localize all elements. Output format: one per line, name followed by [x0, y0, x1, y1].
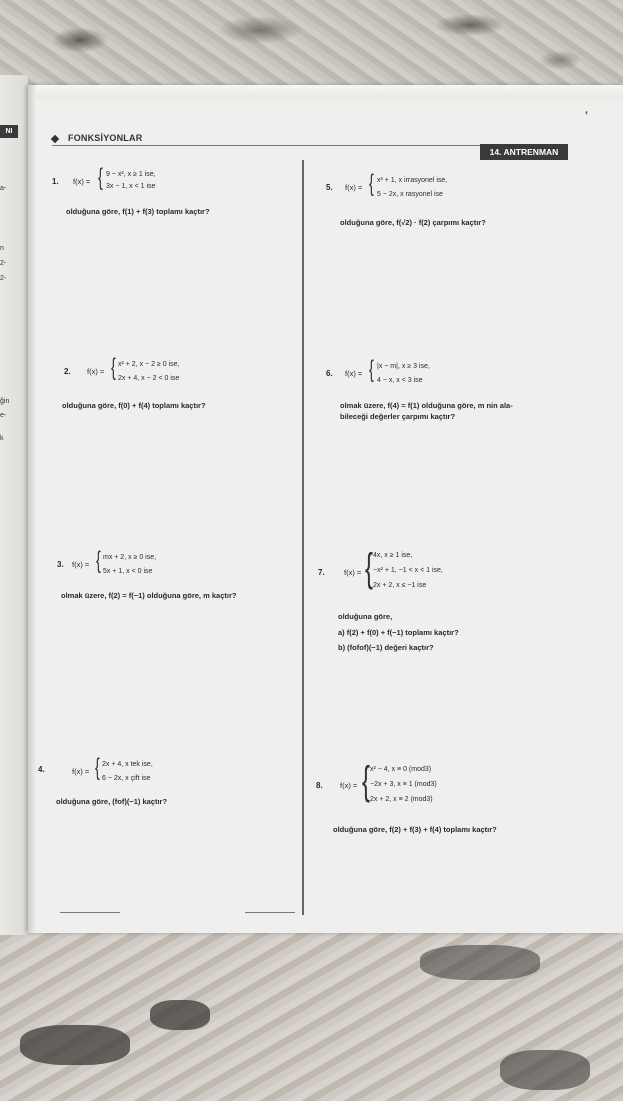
question-number: 4. [38, 765, 45, 774]
question-text: olduğuna göre, (fof)(−1) kaçtır? [56, 797, 168, 806]
case-line: 6 − 2x, x çift ise [102, 775, 151, 782]
brace: { [362, 759, 371, 803]
brace: { [369, 356, 374, 383]
column-divider [302, 160, 304, 915]
case-line: x² + 1, x irrasyonel ise, [377, 177, 448, 184]
topic-title: FONKSİYONLAR [68, 133, 143, 143]
function-label: f(x) = [87, 367, 105, 376]
left-page-tab: NI [0, 125, 18, 138]
question-text: olduğuna göre, f(2) + f(3) + f(4) toplamı kaçtır? [333, 825, 497, 834]
diamond-icon [51, 134, 59, 142]
footer-rule-left [60, 912, 120, 913]
question-text: olmak üzere, f(4) = f(1) olduğuna göre, m nin ala- [340, 401, 513, 410]
page-binding-shadow [28, 85, 36, 933]
footer-rule-mid [245, 912, 295, 913]
brace: { [96, 547, 101, 574]
case-line: x² − 4, x ≡ 0 (mod3) [370, 766, 432, 773]
carpet-background-bottom [0, 930, 623, 1101]
topic-heading [52, 133, 142, 143]
function-label: f(x) = [344, 568, 362, 577]
function-label: f(x) = [72, 767, 90, 776]
case-line: 2x + 4, x − 2 < 0 ise [118, 375, 180, 382]
question-text: olduğuna göre, f(1) + f(3) toplamı kaçtır? [66, 207, 210, 216]
question-number: 5. [326, 183, 333, 192]
question-text: olduğuna göre, f(√2) · f(2) çarpımı kaçtır? [340, 218, 486, 227]
case-line: 5x + 1, x < 0 ise [103, 568, 153, 575]
subquestion-b: b) (fofof)(−1) değeri kaçtır? [338, 643, 434, 652]
brace: { [98, 164, 103, 191]
question-text: olduğuna göre, f(0) + f(4) toplamı kaçtır? [62, 401, 206, 410]
case-line: 2x + 4, x tek ise, [102, 761, 153, 768]
carpet-background-top [0, 0, 623, 95]
question-number: 1. [52, 177, 59, 186]
question-text: olduğuna göre, [338, 612, 393, 621]
question-text: olmak üzere, f(2) = f(−1) olduğuna göre, m kaçtır? [61, 591, 237, 600]
function-label: f(x) = [73, 177, 91, 186]
brace: { [95, 754, 100, 781]
case-line: |x − m|, x ≥ 3 ise, [377, 363, 430, 370]
function-label: f(x) = [72, 560, 90, 569]
case-line: 4x, x ≥ 1 ise, [373, 552, 413, 559]
training-badge: 14. ANTRENMAN [480, 144, 568, 160]
case-line: −x² + 1, −1 < x < 1 ise, [373, 567, 443, 574]
case-line: x² + 2, x − 2 ≥ 0 ise, [118, 361, 180, 368]
case-line: −2x + 3, x ≡ 1 (mod3) [370, 781, 437, 788]
question-number: 7. [318, 568, 325, 577]
case-line: 4 − x, x < 3 ise [377, 377, 423, 384]
function-label: f(x) = [340, 781, 358, 790]
page-corner-mark: ◖ [584, 108, 589, 117]
case-line: mx + 2, x ≥ 0 ise, [103, 554, 157, 561]
brace: { [111, 354, 116, 381]
case-line: 9 − x², x ≥ 1 ise, [106, 171, 156, 178]
case-line: 2x + 2, x ≤ −1 ise [373, 582, 427, 589]
subquestion-a: a) f(2) + f(0) + f(−1) toplamı kaçtır? [338, 628, 459, 637]
case-line: 2x + 2, x ≡ 2 (mod3) [370, 796, 433, 803]
left-facing-page: a- n 2- 2- ğin e- k [0, 75, 28, 935]
brace: { [365, 546, 374, 590]
case-line: 3x − 1, x < 1 ise [106, 183, 156, 190]
function-label: f(x) = [345, 183, 363, 192]
question-number: 6. [326, 369, 333, 378]
case-line: 5 − 2x, x rasyonel ise [377, 191, 443, 198]
brace: { [369, 170, 374, 197]
question-number: 2. [64, 367, 71, 376]
question-number: 3. [57, 560, 64, 569]
question-number: 8. [316, 781, 323, 790]
question-text-continued: bileceği değerler çarpımı kaçtır? [340, 412, 456, 421]
function-label: f(x) = [345, 369, 363, 378]
